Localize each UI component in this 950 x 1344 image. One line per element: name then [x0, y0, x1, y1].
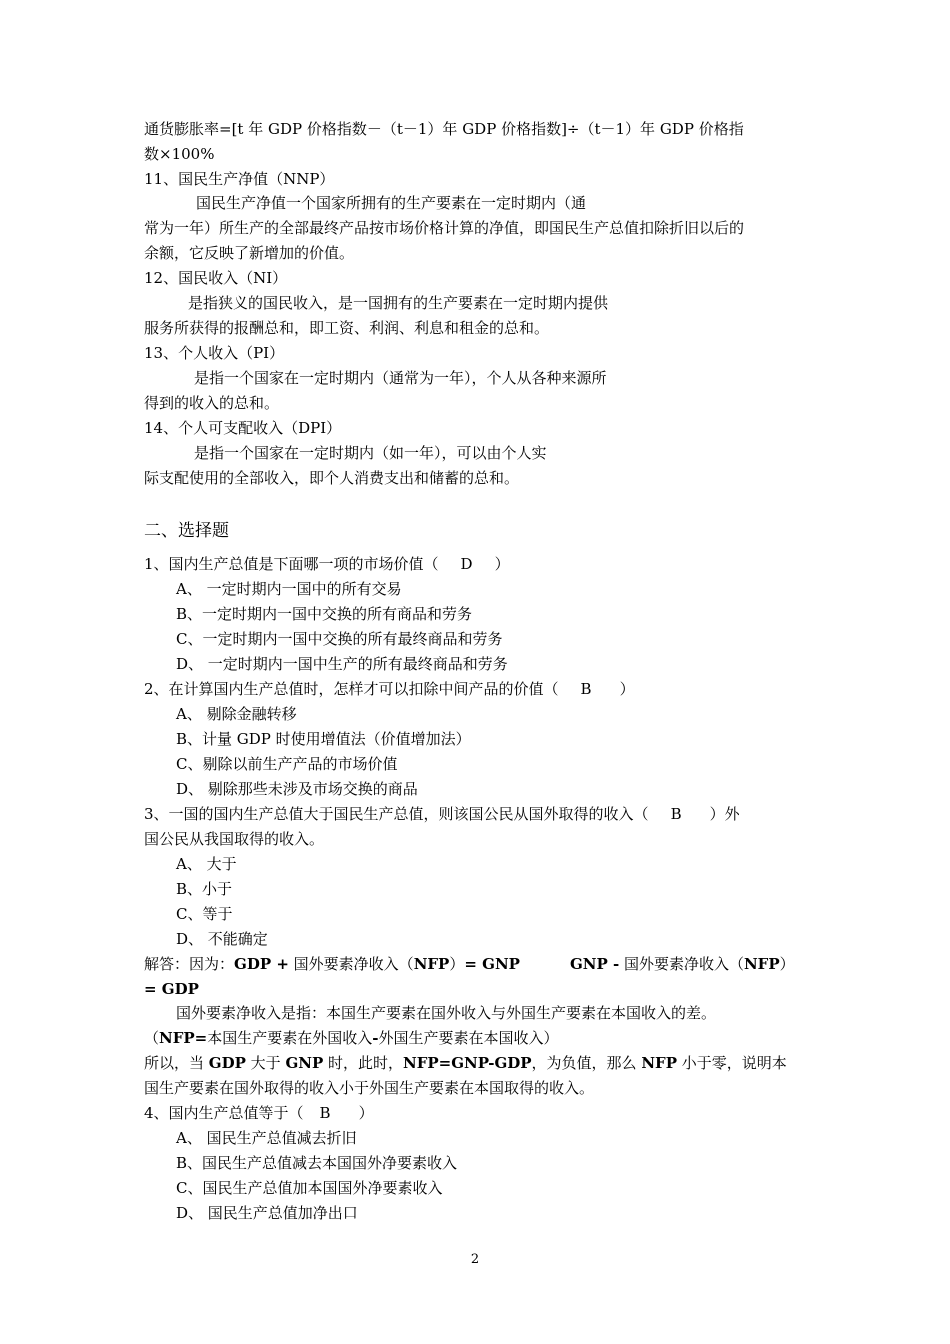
option-b: B、国民生产总值减去本国国外净要素收入 — [176, 1154, 458, 1172]
question-3-stem-line-2: 国公民从我国取得的收入。 — [144, 830, 325, 848]
term-11-title: 11、国民生产净值（NNP） — [144, 170, 335, 188]
term-11-line-1: 国民生产净值一个国家所拥有的生产要素在一定时期内（通 — [196, 194, 587, 212]
explanation-part: GNP — [285, 1054, 324, 1072]
term-13-title: 13、个人收入（PI） — [144, 344, 285, 362]
term-14-line-2: 际支配使用的全部收入，即个人消费支出和储蓄的总和。 — [144, 469, 520, 487]
option-c: C、剔除以前生产产品的市场价值 — [176, 755, 398, 773]
term-11-line-2: 常为一年）所生产的全部最终产品按市场价格计算的净值，即国民生产总值扣除折旧以后的 — [144, 219, 745, 237]
option-a: A、 一定时期内一国中的所有交易 — [176, 580, 402, 598]
question-stem-text: 1、国内生产总值是下面哪一项的市场价值（ — [144, 555, 439, 573]
answer-value: D — [460, 555, 473, 573]
question-stem-close: ）外 — [709, 805, 740, 823]
option-b: B、一定时期内一国中交换的所有商品和劳务 — [176, 605, 473, 623]
section-heading: 二、选择题 — [144, 521, 229, 541]
question-3-stem — [144, 804, 740, 824]
explanation-part: 本国生产要素在外国收入 — [207, 1029, 373, 1047]
term-12-line-2: 服务所获得的报酬总和，即工资、利润、利息和租金的总和。 — [144, 319, 550, 337]
term-11-line-3: 余额，它反映了新增加的价值。 — [144, 244, 355, 262]
explanation-line-3: 国外要素净收入是指：本国生产要素在国外收入与外国生产要素在本国收入的差。 — [176, 1004, 717, 1022]
question-stem-text: 2、在计算国内生产总值时，怎样才可以扣除中间产品的价值（ — [144, 680, 559, 698]
formula-2-part: NFP — [743, 955, 780, 973]
formula-2-part: GNP - — [569, 955, 620, 973]
question-stem-close: ） — [358, 1104, 374, 1122]
answer-value: B — [319, 1104, 331, 1122]
explanation-part: NFP=GNP-GDP — [403, 1054, 532, 1072]
option-b: B、小于 — [176, 880, 233, 898]
option-d: D、 剔除那些未涉及市场交换的商品 — [176, 780, 418, 798]
question-1-stem — [144, 554, 510, 574]
term-12-title: 12、国民收入（NI） — [144, 269, 288, 287]
option-b: B、计量 GDP 时使用增值法（价值增加法） — [176, 730, 471, 748]
answer-value: B — [580, 680, 592, 698]
option-d: D、 不能确定 — [176, 930, 268, 948]
option-c: C、国民生产总值加本国国外净要素收入 — [176, 1179, 443, 1197]
explanation-part: - — [372, 1029, 379, 1047]
explanation-line-2 — [144, 979, 199, 999]
formula-1-part: GDP + — [234, 955, 289, 973]
question-stem-text: 3、一国的国内生产总值大于国民生产总值，则该国公民从国外取得的收入（ — [144, 805, 649, 823]
question-stem-close: ） — [619, 680, 635, 698]
option-a: A、 大于 — [176, 855, 237, 873]
answer-value: B — [670, 805, 682, 823]
option-a: A、 国民生产总值减去折旧 — [176, 1129, 357, 1147]
formula-1-part: = GNP — [464, 955, 520, 973]
explanation-line-5 — [144, 1053, 787, 1073]
term-14-line-1: 是指一个国家在一定时期内（如一年），可以由个人实 — [194, 444, 547, 462]
explanation-part: ，为负值，那么 — [531, 1054, 642, 1072]
formula-2-part: 国外要素净收入（ — [619, 955, 744, 973]
inflation-formula-line-1: 通货膨胀率=[t 年 GDP 价格指数－（t－1）年 GDP 价格指数]÷（t－1）年 GDP 价格指 — [144, 120, 744, 138]
explanation-part: NFP — [641, 1054, 677, 1072]
question-4-stem — [144, 1103, 374, 1123]
term-12-line-1: 是指狭义的国民收入，是一国拥有的生产要素在一定时期内提供 — [188, 294, 609, 312]
explanation-line-6: 国生产要素在国外取得的收入小于外国生产要素在本国取得的收入。 — [144, 1079, 595, 1097]
inflation-formula-line-2: 数×100% — [144, 145, 215, 163]
explanation-part: 小于零，说明本 — [676, 1054, 787, 1072]
formula-2-part: = GDP — [144, 980, 199, 998]
option-a: A、 剔除金融转移 — [176, 705, 297, 723]
question-stem-close: ） — [494, 555, 510, 573]
option-c: C、等于 — [176, 905, 233, 923]
term-14-title: 14、个人可支配收入（DPI） — [144, 419, 342, 437]
formula-1-part: ） — [449, 955, 465, 973]
option-c: C、一定时期内一国中交换的所有最终商品和劳务 — [176, 630, 503, 648]
page-number: 2 — [470, 1252, 480, 1267]
explanation-line-1 — [144, 954, 795, 974]
term-13-line-1: 是指一个国家在一定时期内（通常为一年），个人从各种来源所 — [194, 369, 607, 387]
explanation-part: 所以，当 — [144, 1054, 209, 1072]
formula-1-part: NFP — [413, 955, 450, 973]
option-d: D、 一定时期内一国中生产的所有最终商品和劳务 — [176, 655, 508, 673]
formula-1-part: 国外要素净收入（ — [288, 955, 414, 973]
explanation-line-4 — [144, 1028, 559, 1048]
explanation-part: 时，此时， — [323, 1054, 404, 1072]
explanation-part: 外国生产要素在本国收入） — [378, 1029, 559, 1047]
formula-2-part: ） — [779, 955, 795, 973]
option-d: D、 国民生产总值加净出口 — [176, 1204, 358, 1222]
question-2-stem — [144, 679, 635, 699]
term-13-line-2: 得到的收入的总和。 — [144, 394, 280, 412]
explanation-part: （ — [144, 1029, 160, 1047]
question-stem-text: 4、国内生产总值等于（ — [144, 1104, 304, 1122]
explanation-part: GDP — [208, 1054, 246, 1072]
explanation-part: NFP= — [159, 1029, 208, 1047]
explanation-prefix: 解答：因为： — [144, 955, 235, 973]
explanation-part: 大于 — [245, 1054, 286, 1072]
